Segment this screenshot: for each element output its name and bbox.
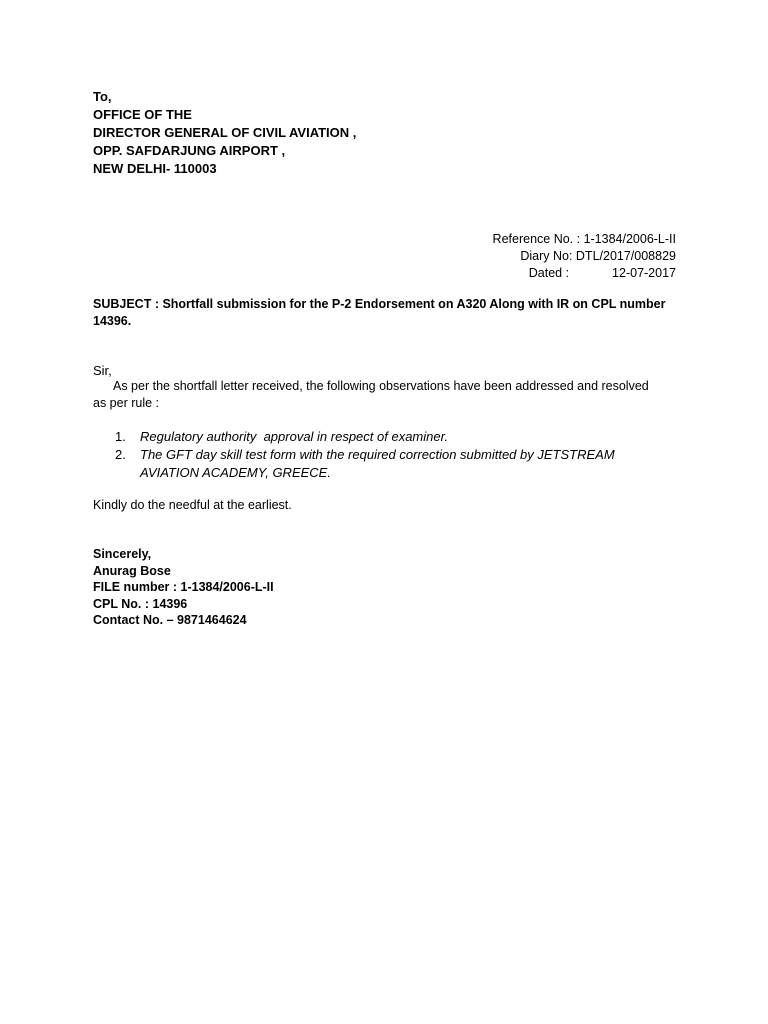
subject-line-2: 14396.: [93, 314, 132, 328]
list-number: 1.: [115, 429, 126, 444]
dated: [493, 265, 676, 282]
reference-block: [493, 231, 676, 282]
list-number: 2.: [115, 447, 126, 462]
signature-block: [93, 546, 274, 629]
address-line-4: NEW DELHI- 110003: [93, 161, 217, 176]
list-item: [115, 446, 675, 464]
list-text-continued: AVIATION ACADEMY, GREECE.: [140, 465, 331, 480]
list-item: [115, 428, 675, 446]
file-number: FILE number : 1-1384/2006-L-II: [93, 580, 274, 594]
reference-number: Reference No. : 1-1384/2006-L-II: [492, 232, 676, 246]
recipient-address: [93, 88, 356, 178]
address-line-3: OPP. SAFDARJUNG AIRPORT ,: [93, 143, 286, 158]
salutation: Sir,: [93, 363, 112, 378]
list-text: Regulatory authority approval in respect of examiner.: [140, 429, 449, 444]
diary-number: Diary No: DTL/2017/008829: [520, 249, 676, 263]
signer-name: Anurag Bose: [93, 563, 171, 578]
list-text: The GFT day skill test form with the required correction submitted by JETSTREAM: [140, 447, 615, 462]
dated-value: 12-07-2017: [612, 266, 676, 280]
observations-list: [115, 428, 675, 481]
closing-request: Kindly do the needful at the earliest.: [93, 498, 292, 512]
address-line-2: DIRECTOR GENERAL OF CIVIL AVIATION ,: [93, 125, 357, 140]
sincerely: Sincerely,: [93, 547, 152, 561]
cpl-number: CPL No. : 14396: [93, 596, 188, 611]
paragraph-line-2: as per rule :: [93, 396, 160, 410]
subject-line-1: SUBJECT : Shortfall submission for the P-2 Endorsement on A320 Along with IR on CPL number: [93, 297, 666, 311]
address-line-1: OFFICE OF THE: [93, 107, 192, 122]
dated-label: Dated :: [528, 266, 570, 280]
subject-line: [93, 296, 673, 330]
contact-number: Contact No. – 9871464624: [93, 613, 247, 627]
body-paragraph: [93, 378, 683, 412]
address-to: To,: [93, 89, 112, 104]
paragraph-line-1: As per the shortfall letter received, the following observations have been addressed and resolved: [113, 379, 649, 393]
